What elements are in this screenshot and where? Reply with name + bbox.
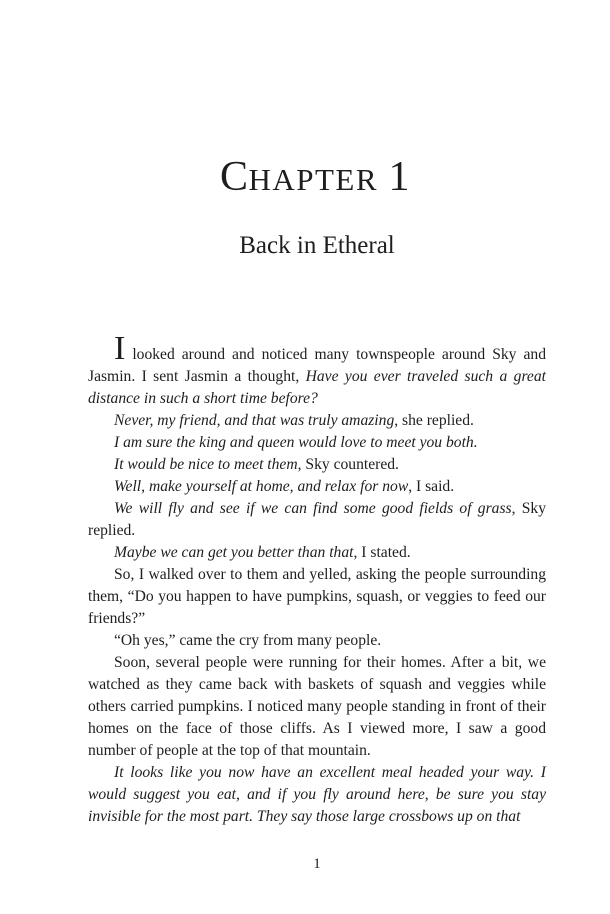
paragraph [88, 542, 546, 564]
paragraph [88, 432, 546, 454]
chapter-body [88, 330, 546, 828]
text-run: “Oh yes,” came the cry from many people. [114, 632, 382, 649]
paragraph [88, 454, 546, 476]
italic-text-run: Maybe we can get you better than that [114, 544, 354, 561]
text-run: , Sky replied. [88, 500, 546, 539]
paragraph [88, 762, 546, 828]
text-run: , Sky countered. [297, 456, 399, 473]
paragraph [88, 476, 546, 498]
paragraph [88, 630, 546, 652]
italic-text-run: We will fly and see if we can find some good fields of grass [114, 500, 512, 517]
chapter-title: Back in Etheral [239, 232, 395, 259]
drop-cap: I [114, 330, 126, 367]
paragraph [88, 498, 546, 542]
paragraph [88, 652, 546, 762]
paragraph [88, 564, 546, 630]
italic-text-run: Never, my friend, and that was truly amazing [114, 412, 395, 429]
chapter-number: 1 [388, 154, 411, 200]
chapter-word-initial: C [219, 154, 249, 200]
text-run: , she replied. [394, 412, 474, 429]
page-number: 1 [313, 856, 321, 872]
text-run: , I said. [408, 478, 455, 495]
text-run: , I stated. [353, 544, 411, 561]
italic-text-run: It would be nice to meet them [114, 456, 298, 473]
italic-text-run: I am sure the king and queen would love to meet you both. [114, 434, 478, 451]
chapter-word-rest: HAPTER [248, 162, 379, 197]
italic-text-run: Have you ever traveled such a great distance in such a short time before? [88, 368, 546, 407]
italic-text-run: Well, make yourself at home, and relax for now [114, 478, 409, 495]
text-run: So, I walked over to them and yelled, asking the people surrounding them, “Do you happen to have pumpkins, squash, or veggies to feed our friends?” [88, 566, 546, 627]
chapter-heading [0, 152, 610, 202]
paragraph [88, 330, 546, 410]
italic-text-run: It looks like you now have an excellent meal headed your way. I would suggest you eat, and if you fly around here, be sure you stay invisible for the most part. They say those large crossbows up on that [88, 764, 546, 825]
text-run: Soon, several people were running for their homes. After a bit, we watched as they came back with baskets of squash and veggies while others carried pumpkins. I noticed many people standing in front of their homes on the face of those cliffs. As I viewed more, I saw a good number of people at the top of that mountain. [88, 654, 546, 759]
text-run: looked around and noticed many townspeople around Sky and Jasmin. I sent Jasmin a thought, [88, 346, 546, 385]
paragraph [88, 410, 546, 432]
